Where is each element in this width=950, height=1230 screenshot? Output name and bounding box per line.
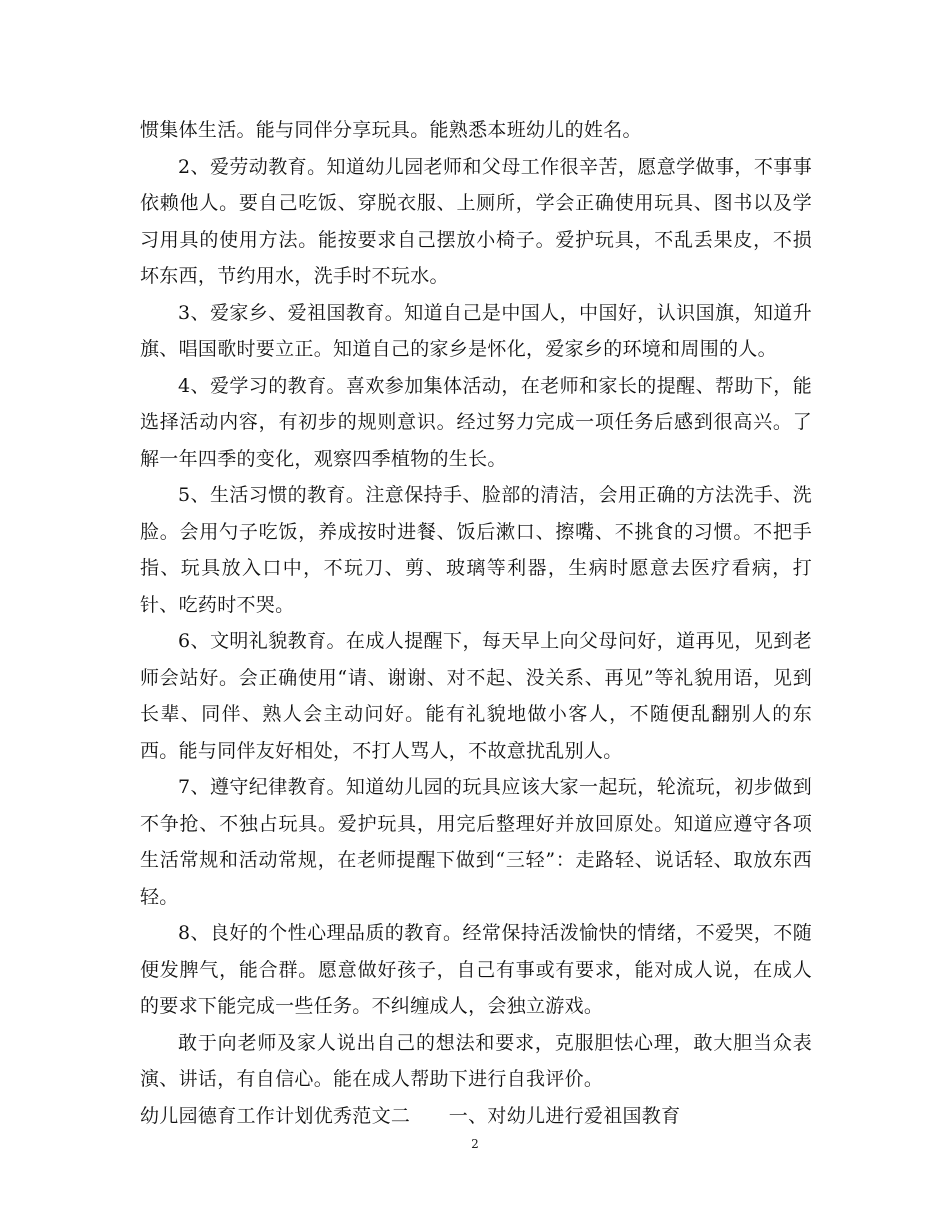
closing-heading-line: 幼儿园德育工作计划优秀范文二 一、对幼儿进行爱祖国教育	[140, 1104, 681, 1127]
paragraph-discipline-education: 7、遵守纪律教育。知道幼儿园的玩具应该大家一起玩，轮流玩，初步做到不争抢、不独占玩具。爱护玩具，用完后整理好并放回原处。知道应遵守各项生活常规和活动常规，在老师提醒下做到“三轻”：走路轻、说话轻、取放东西轻。	[140, 776, 812, 908]
paragraph-labor-education: 2、爱劳动教育。知道幼儿园老师和父母工作很辛苦，愿意学做事，不事事依赖他人。要自己吃饭、穿脱衣服、上厕所，学会正确使用玩具、图书以及学习用具的使用方法。能按要求自己摆放小椅子。爱护玩具，不乱丢果皮，不损坏东西，节约用水，洗手时不玩水。	[140, 155, 812, 287]
document-body	[140, 112, 812, 1134]
page-number: 2	[471, 1137, 479, 1151]
paragraph-courtesy-education: 6、文明礼貌教育。在成人提醒下，每天早上向父母问好，道再见，见到老师会站好。会正确使用“请、谢谢、对不起、没关系、再见”等礼貌用语，见到长辈、同伴、熟人会主动问好。能有礼貌地做小客人，不随便乱翻别人的东西。能与同伴友好相处，不打人骂人，不故意扰乱别人。	[140, 630, 812, 762]
paragraph-self-confidence: 敢于向老师及家人说出自己的想法和要求，克服胆怯心理，敢大胆当众表演、讲话，有自信心。能在成人帮助下进行自我评价。	[140, 1031, 812, 1090]
paragraph-patriotism-education: 3、爱家乡、爱祖国教育。知道自己是中国人，中国好，认识国旗，知道升旗、唱国歌时要立正。知道自己的家乡是怀化，爱家乡的环境和周围的人。	[140, 301, 812, 360]
paragraph-habits-education: 5、生活习惯的教育。注意保持手、脸部的清洁，会用正确的方法洗手、洗脸。会用勺子吃饭，养成按时进餐、饭后漱口、擦嘴、不挑食的习惯。不把手指、玩具放入口中，不玩刀、剪、玻璃等利器，生病时愿意去医疗看病，打针、吃药时不哭。	[140, 484, 812, 616]
paragraph-learning-education: 4、爱学习的教育。喜欢参加集体活动，在老师和家长的提醒、帮助下，能选择活动内容，有初步的规则意识。经过努力完成一项任务后感到很高兴。了解一年四季的变化，观察四季植物的生长。	[140, 374, 812, 470]
paragraph-continuation: 惯集体生活。能与同伴分享玩具。能熟悉本班幼儿的姓名。	[140, 119, 642, 141]
paragraph-personality-education: 8、良好的个性心理品质的教育。经常保持活泼愉快的情绪，不爱哭，不随便发脾气，能合群。愿意做好孩子，自己有事或有要求，能对成人说，在成人的要求下能完成一些任务。不纠缠成人，会独立游戏。	[140, 922, 812, 1017]
